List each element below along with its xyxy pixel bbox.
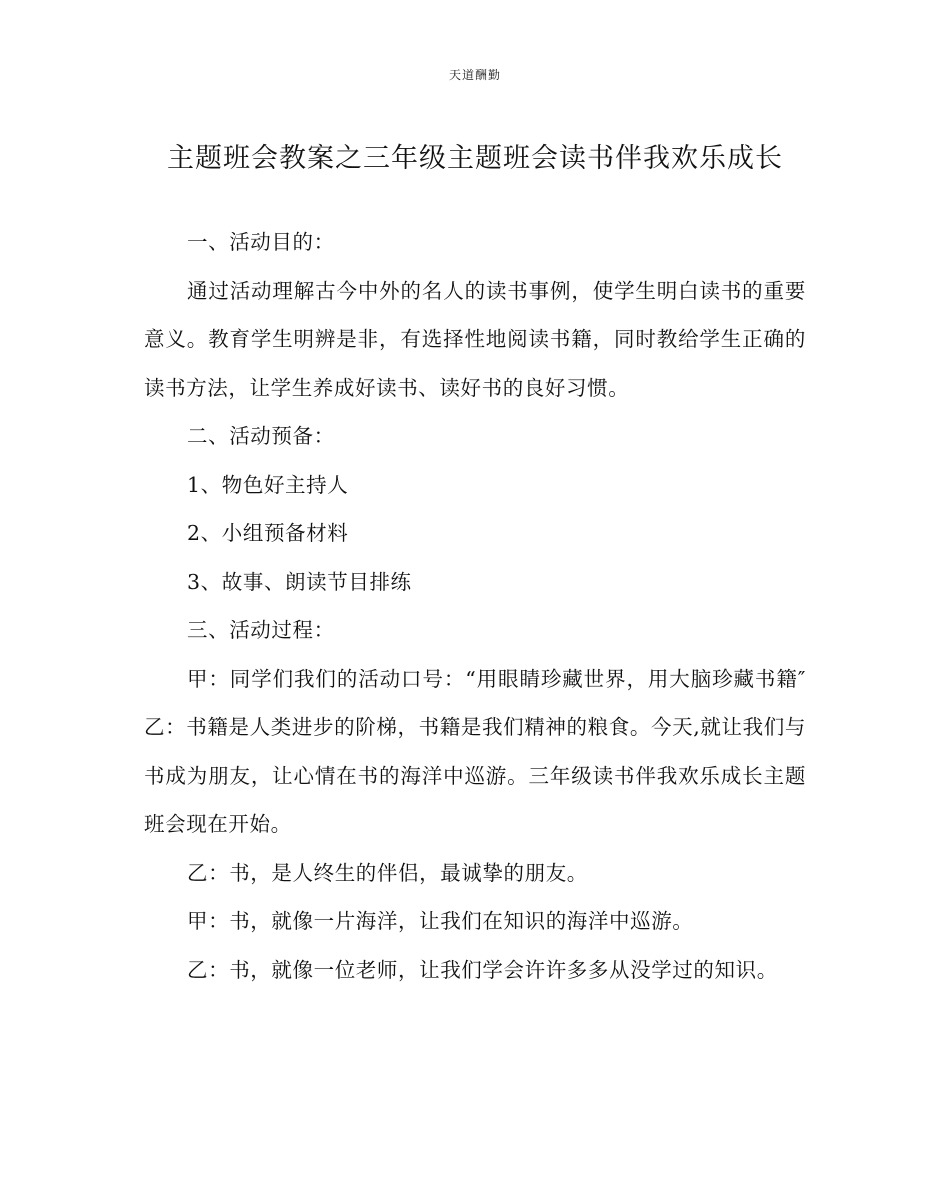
page-title: 主题班会教案之三年级主题班会读书伴我欢乐成长 — [167, 143, 783, 174]
preparation-item: 2、小组预备材料 — [187, 521, 349, 545]
document-body — [144, 218, 806, 994]
running-header: 天道酬勤 — [448, 68, 501, 82]
dialogue-paragraph: 乙：书，是人终生的伴侣，最诚挚的朋友。 — [187, 860, 588, 885]
objective-paragraph: 通过活动理解古今中外的名人的读书事例，使学生明白读书的重要意义。教育学生明辨是非，有选择性地阅读书籍，同时教给学生正确的读书方法，让学生养成好读书、读好书的良好习惯。 — [144, 278, 806, 400]
dialogue-paragraph: 乙：书，就像一位老师，让我们学会许许多多从没学过的知识。 — [187, 957, 778, 982]
section-heading-process: 三、活动过程： — [187, 618, 335, 642]
section-heading-preparation: 二、活动预备： — [187, 424, 335, 448]
section-heading-objective: 一、活动目的： — [187, 230, 335, 254]
preparation-item: 3、故事、朗读节目排练 — [187, 569, 412, 594]
dialogue-paragraph: 甲：书，就像一片海洋，让我们在知识的海洋中巡游。 — [187, 909, 694, 933]
dialogue-paragraph: 甲：同学们我们的活动口号：“用眼睛珍藏世界，用大脑珍藏书籍″ 乙：书籍是人类进步的阶梯，书籍是我们精神的粮食。今天,就让我们与书成为朋友，让心情在书的海洋中巡游。三年级读书伴我欢乐成长主题班会现在开始。 — [144, 666, 806, 836]
preparation-item: 1、物色好主持人 — [187, 472, 349, 497]
